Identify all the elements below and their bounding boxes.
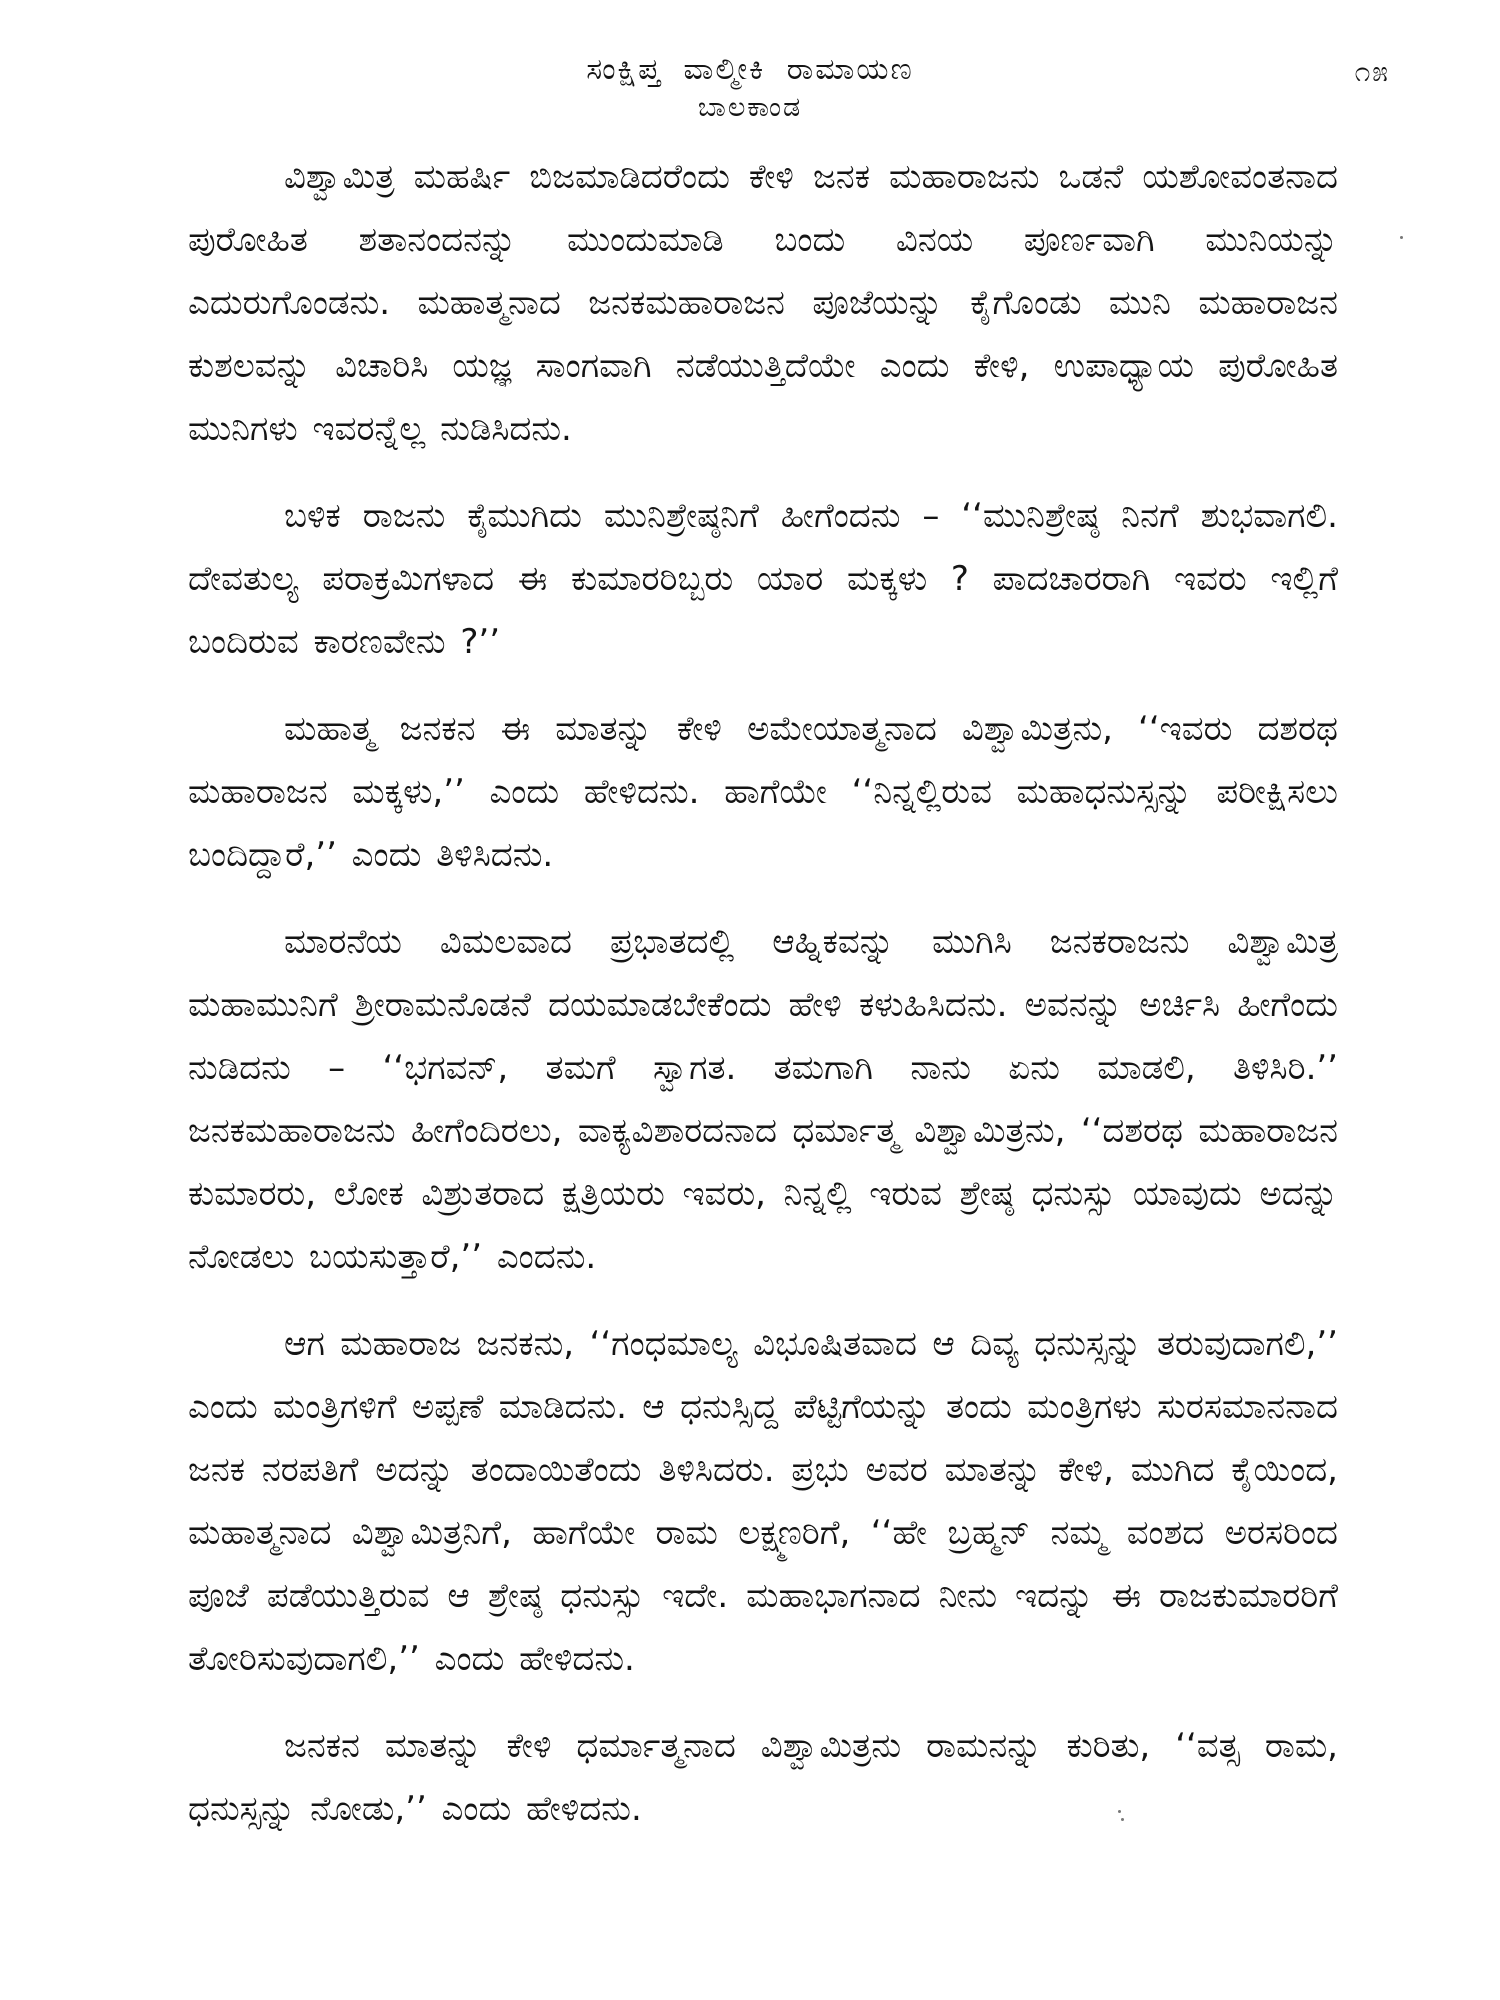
paragraph: ಆಗ ಮಹಾರಾಜ ಜನಕನು, ‘‘ಗಂಧಮಾಲ್ಯ ವಿಭೂಷಿತವಾದ ಆ ದಿವ್ಯ ಧನುಸ್ಸನ್ನು ತರುವುದಾಗಲಿ,’’ ಎಂದು ಮಂತ್ರಿಗಳಿಗೆ ಅಪ್ಪಣೆ ಮಾಡಿದನು. ಆ ಧನುಸ್ಸಿದ್ದ ಪೆಟ್ಟಿಗೆಯನ್ನು ತಂದು ಮಂತ್ರಿಗಳು ಸುರಸಮಾನನಾದ ಜನಕ ನರಪತಿಗೆ ಅದನ್ನು ತಂದಾಯಿತೆಂದು ತಿಳಿಸಿದರು. ಪ್ರಭು ಅವರ ಮಾತನ್ನು ಕೇಳಿ, ಮುಗಿದ ಕೈಯಿಂದ, ಮಹಾತ್ಮನಾದ ವಿಶ್ವಾಮಿತ್ರನಿಗೆ, ಹಾಗೆಯೇ ರಾಮ ಲಕ್ಷ್ಮಣರಿಗೆ, ‘‘ಹೇ ಬ್ರಹ್ಮನ್ ನಮ್ಮ ವಂಶದ ಅರಸರಿಂದ ಪೂಜೆ ಪಡೆಯುತ್ತಿರುವ ಆ ಶ್ರೇಷ್ಠ ಧನುಸ್ಸು ಇದೇ. ಮಹಾಭಾಗನಾದ ನೀನು ಇದನ್ನು ಈ ರಾಜಕುಮಾರರಿಗೆ ತೋರಿಸುವುದಾಗಲಿ,’’ ಎಂದು ಹೇಳಿದನು. [188,1324,1338,1679]
scan-speck [1118,1810,1121,1813]
paragraph: ಜನಕನ ಮಾತನ್ನು ಕೇಳಿ ಧರ್ಮಾತ್ಮನಾದ ವಿಶ್ವಾಮಿತ್ರನು ರಾಮನನ್ನು ಕುರಿತು, ‘‘ವತ್ಸ ರಾಮ, ಧನುಸ್ಸನ್ನು ನೋಡು,’’ ಎಂದು ಹೇಳಿದನು. [188,1726,1338,1829]
paragraph: ಬಳಿಕ ರಾಜನು ಕೈಮುಗಿದು ಮುನಿಶ್ರೇಷ್ಠನಿಗೆ ಹೀಗೆಂದನು – ‘‘ಮುನಿಶ್ರೇಷ್ಠ ನಿನಗೆ ಶುಭವಾಗಲಿ. ದೇವತುಲ್ಯ ಪರಾಕ್ರಮಿಗಳಾದ ಈ ಕುಮಾರರಿಬ್ಬರು ಯಾರ ಮಕ್ಕಳು ? ಪಾದಚಾರರಾಗಿ ಇವರು ಇಲ್ಲಿಗೆ ಬಂದಿರುವ ಕಾರಣವೇನು ?’’ [188,496,1338,662]
paragraph: ಮಹಾತ್ಮ ಜನಕನ ಈ ಮಾತನ್ನು ಕೇಳಿ ಅಮೇಯಾತ್ಮನಾದ ವಿಶ್ವಾಮಿತ್ರನು, ‘‘ಇವರು ದಶರಥ ಮಹಾರಾಜನ ಮಕ್ಕಳು,’’ ಎಂದು ಹೇಳಿದನು. ಹಾಗೆಯೇ ‘‘ನಿನ್ನಲ್ಲಿರುವ ಮಹಾಧನುಸ್ಸನ್ನು ಪರೀಕ್ಷಿಸಲು ಬಂದಿದ್ದಾರೆ,’’ ಎಂದು ತಿಳಿಸಿದನು. [188,709,1338,875]
page-number: ೧೫ [1354,55,1390,88]
running-header [0,50,1500,126]
section-title: ಬಾಲಕಾಂಡ [697,92,803,123]
book-title: ಸಂಕ್ಷಿಪ್ತ ವಾಲ್ಮೀಕಿ ರಾಮಾಯಣ [586,52,914,87]
scan-speck [1121,1818,1124,1821]
paragraph: ಮಾರನೆಯ ವಿಮಲವಾದ ಪ್ರಭಾತದಲ್ಲಿ ಆಹ್ನಿಕವನ್ನು ಮುಗಿಸಿ ಜನಕರಾಜನು ವಿಶ್ವಾಮಿತ್ರ ಮಹಾಮುನಿಗೆ ಶ್ರೀರಾಮನೊಡನೆ ದಯಮಾಡಬೇಕೆಂದು ಹೇಳಿ ಕಳುಹಿಸಿದನು. ಅವನನ್ನು ಅರ್ಚಿಸಿ ಹೀಗೆಂದು ನುಡಿದನು – ‘‘ಭಗವನ್, ತಮಗೆ ಸ್ವಾಗತ. ತಮಗಾಗಿ ನಾನು ಏನು ಮಾಡಲಿ, ತಿಳಿಸಿರಿ.’’ ಜನಕಮಹಾರಾಜನು ಹೀಗೆಂದಿರಲು, ವಾಕ್ಯವಿಶಾರದನಾದ ಧರ್ಮಾತ್ಮ ವಿಶ್ವಾಮಿತ್ರನು, ‘‘ದಶರಥ ಮಹಾರಾಜನ ಕುಮಾರರು, ಲೋಕ ವಿಶ್ರುತರಾದ ಕ್ಷತ್ರಿಯರು ಇವರು, ನಿನ್ನಲ್ಲಿ ಇರುವ ಶ್ರೇಷ್ಠ ಧನುಸ್ಸು ಯಾವುದು ಅದನ್ನು ನೋಡಲು ಬಯಸುತ್ತಾರೆ,’’ ಎಂದನು. [188,922,1338,1277]
paragraph: ವಿಶ್ವಾಮಿತ್ರ ಮಹರ್ಷಿ ಬಿಜಮಾಡಿದರೆಂದು ಕೇಳಿ ಜನಕ ಮಹಾರಾಜನು ಒಡನೆ ಯಶೋವಂತನಾದ ಪುರೋಹಿತ ಶತಾನಂದನನ್ನು ಮುಂದುಮಾಡಿ ಬಂದು ವಿನಯ ಪೂರ್ಣವಾಗಿ ಮುನಿಯನ್ನು ಎದುರುಗೊಂಡನು. ಮಹಾತ್ಮನಾದ ಜನಕಮಹಾರಾಜನ ಪೂಜೆಯನ್ನು ಕೈಗೊಂಡು ಮುನಿ ಮಹಾರಾಜನ ಕುಶಲವನ್ನು ವಿಚಾರಿಸಿ ಯಜ್ಞ ಸಾಂಗವಾಗಿ ನಡೆಯುತ್ತಿದೆಯೇ ಎಂದು ಕೇಳಿ, ಉಪಾಧ್ಯಾಯ ಪುರೋಹಿತ ಮುನಿಗಳು ಇವರನ್ನೆಲ್ಲ ನುಡಿಸಿದನು. [188,157,1338,449]
body-text [188,146,1338,1841]
scan-speck [1400,236,1403,239]
